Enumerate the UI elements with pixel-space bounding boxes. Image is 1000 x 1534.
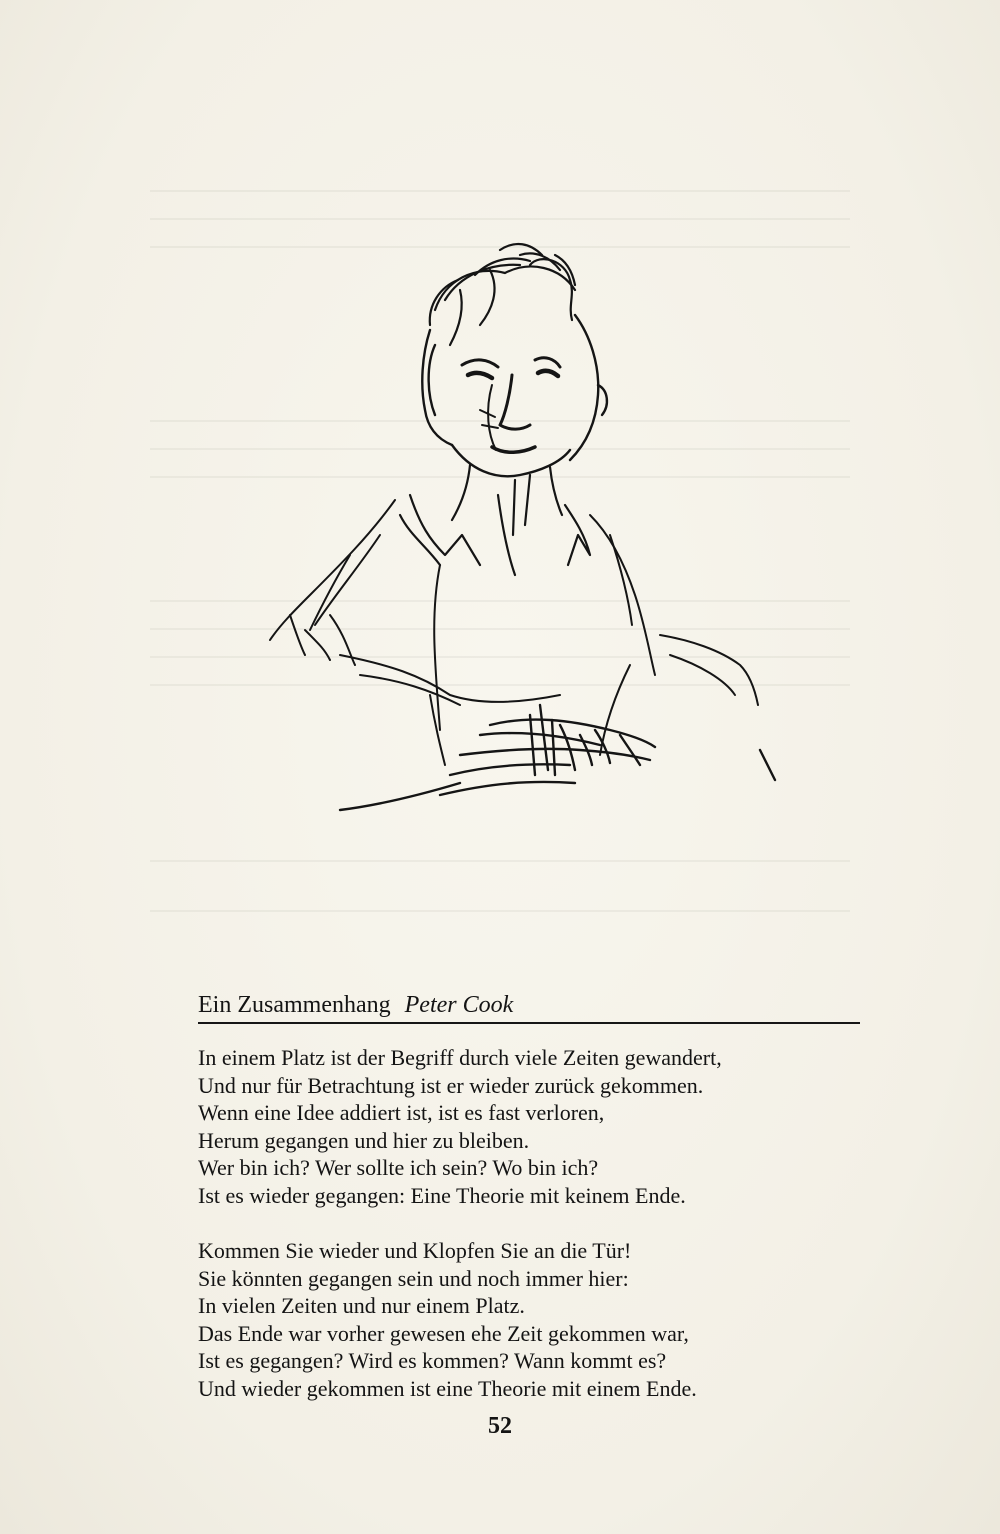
show-through — [150, 860, 850, 862]
poem-line: Und wieder gekommen ist eine Theorie mit einem Ende. — [198, 1375, 697, 1401]
poem-line: Ist es wieder gegangen: Eine Theorie mit keinem Ende. — [198, 1182, 686, 1208]
body-strokes — [270, 500, 758, 765]
signature-strokes — [340, 705, 775, 810]
stanza-2 — [198, 1237, 838, 1403]
face-features — [462, 358, 560, 452]
poem-title-row — [198, 992, 860, 1022]
stanza-1 — [198, 1044, 838, 1210]
poem-line: Ist es gegangen? Wird es kommen? Wann kommt es? — [198, 1348, 667, 1374]
poem-line: Wer bin ich? Wer sollte ich sein? Wo bin ich? — [198, 1155, 599, 1181]
poem-title: Ein Zusammenhang — [198, 992, 391, 1018]
neck-collar — [400, 465, 590, 575]
poem-line: In vielen Zeiten und nur einem Platz. — [198, 1293, 525, 1319]
poem-line: In einem Platz ist der Begriff durch viele Zeiten gewandert, — [198, 1045, 722, 1070]
portrait-sketch-icon — [230, 235, 790, 835]
poem-line: Und nur für Betrachtung ist er wieder zurück gekommen. — [198, 1072, 704, 1098]
poem-line: Kommen Sie wieder und Klopfen Sie an die Tür! — [198, 1238, 632, 1263]
page-number: 52 — [488, 1413, 512, 1439]
show-through — [150, 190, 850, 192]
title-rule — [198, 1022, 860, 1024]
show-through — [150, 218, 850, 220]
poem-line: Das Ende war vorher gewesen ehe Zeit gekommen war, — [198, 1320, 689, 1346]
show-through — [150, 910, 850, 912]
hair-strokes — [430, 244, 575, 345]
poem-line: Wenn eine Idee addiert ist, ist es fast verloren, — [198, 1100, 605, 1126]
poem-author: Peter Cook — [404, 992, 514, 1018]
poem-line: Herum gegangen und hier zu bleiben. — [198, 1127, 530, 1153]
poem-line: Sie könnten gegangen sein und noch immer hier: — [198, 1265, 629, 1291]
